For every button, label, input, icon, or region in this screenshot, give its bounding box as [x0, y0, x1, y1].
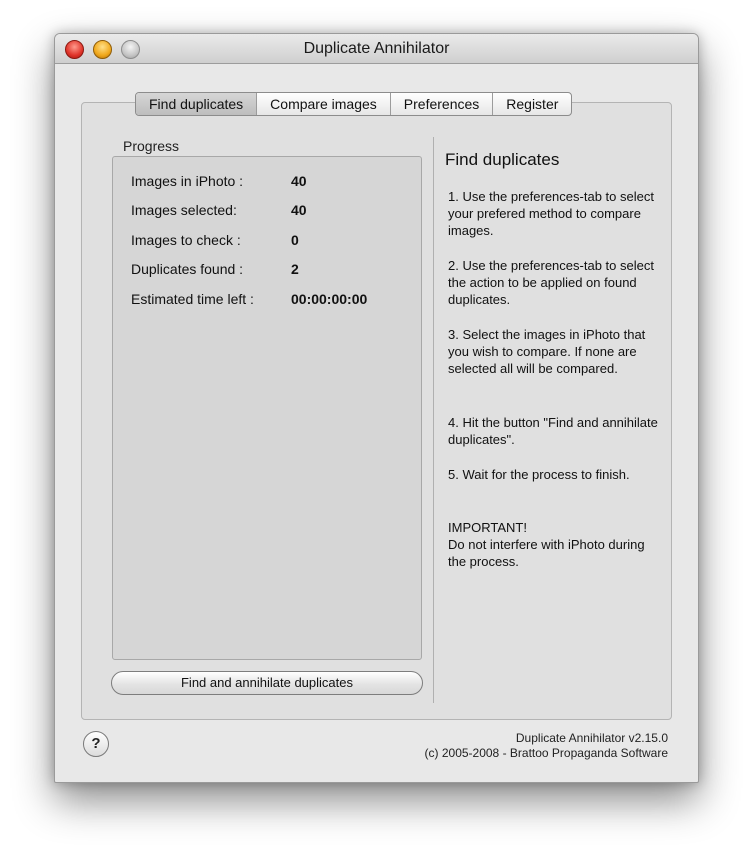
app-window — [54, 33, 699, 783]
pane-divider — [433, 137, 434, 703]
window-title: Duplicate Annihilator — [303, 40, 450, 57]
images-to-check-label: Images to check : — [131, 232, 241, 248]
duplicates-found-value: 2 — [291, 261, 299, 277]
tab-register[interactable]: Register — [506, 96, 559, 112]
images-selected-label: Images selected: — [131, 202, 237, 218]
tab-compare-images[interactable]: Compare images — [257, 93, 391, 115]
progress-box — [112, 156, 422, 660]
help-question-icon[interactable]: ? — [83, 731, 109, 757]
help-step-4: 4. Hit the button "Find and annihilate duplicates". — [448, 415, 658, 447]
estimated-time-left-label: Estimated time left : — [131, 291, 254, 307]
help-step-1: 1. Use the preferences-tab to select your prefered method to compare images. — [448, 189, 654, 238]
tab-bar — [135, 92, 572, 116]
important-title: IMPORTANT! — [448, 520, 527, 535]
help-step-5: 5. Wait for the process to finish. — [448, 467, 630, 482]
important-text: Do not interfere with iPhoto during the process. — [448, 537, 645, 569]
help-step-3: 3. Select the images in iPhoto that you wish to compare. If none are selected all will be compared. — [448, 327, 646, 376]
tab-preferences[interactable]: Preferences — [391, 93, 493, 115]
images-to-check-value: 0 — [291, 232, 299, 248]
copyright-text: (c) 2005-2008 - Brattoo Propaganda Software — [424, 746, 668, 760]
images-selected-value: 40 — [291, 202, 307, 218]
estimated-time-left-value: 00:00:00:00 — [291, 291, 368, 307]
help-title: Find duplicates — [445, 150, 560, 169]
title-bar[interactable] — [55, 34, 698, 64]
images-in-iphoto-value: 40 — [291, 173, 307, 189]
tab-find-duplicates[interactable]: Find duplicates — [136, 93, 257, 115]
images-in-iphoto-label: Images in iPhoto : — [131, 173, 244, 189]
help-step-2: 2. Use the preferences-tab to select the action to be applied on found duplicates. — [448, 258, 654, 307]
progress-group-label: Progress — [123, 138, 180, 154]
duplicates-found-label: Duplicates found : — [131, 261, 244, 277]
find-and-annihilate-button[interactable]: Find and annihilate duplicates — [111, 671, 423, 695]
version-text: Duplicate Annihilator v2.15.0 — [515, 731, 668, 745]
